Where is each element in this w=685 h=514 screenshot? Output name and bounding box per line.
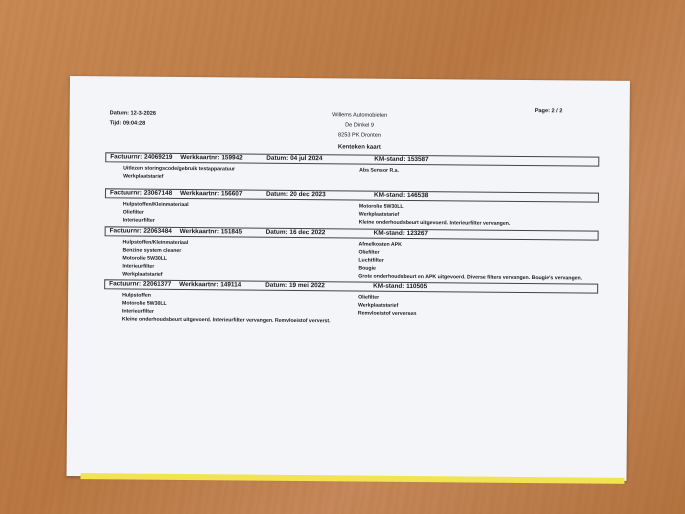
odometer: KM-stand: 110505 [373, 282, 428, 291]
invoice-number: Factuurnr: 24069219 [110, 153, 173, 161]
work-line: Uitlezen storingscode/gebruik testapparatuur [123, 165, 236, 173]
work-line: Bougie [358, 265, 376, 272]
work-line: Interieurfilter [121, 308, 154, 315]
work-line: Luchtfilter [358, 257, 384, 264]
invoice-date: Datum: 20 dec 2023 [265, 190, 326, 199]
work-line: Motorolie 5W30LL [122, 255, 168, 262]
invoice-number: Factuurnr: 22061377 [109, 280, 172, 288]
work-line: Oliefilter [122, 209, 144, 216]
invoice-date: Datum: 04 jul 2024 [266, 154, 323, 163]
work-line: Grote onderhoudsbeurt en APK uitgevoerd. Diverse filters vervangen. Bougie's vervangen. [358, 273, 583, 282]
work-line: Motorolie 5W30LL [121, 300, 167, 307]
workcard-number: Werkkaartnr: 151845 [179, 227, 243, 236]
work-line: Werkplaatstarief [123, 173, 164, 180]
work-line: Oliefilter [358, 294, 380, 301]
work-line: Interieurfilter [122, 263, 155, 270]
document-title: Kenteken kaart [337, 144, 381, 151]
odometer: KM-stand: 123267 [373, 229, 429, 238]
work-line: Hulpstoffen [122, 292, 151, 299]
work-line: Werkplaatstarief [357, 302, 399, 309]
page-number: Page: 2 / 2 [534, 108, 563, 115]
work-line: Werkplaatstarief [358, 211, 400, 218]
print-date: Datum: 12-3-2026 [109, 110, 157, 117]
work-line: Oliefilter [358, 249, 380, 256]
invoice-date: Datum: 16 dec 2022 [265, 228, 326, 237]
work-line: Kleine onderhoudsbeurt uitgevoerd. Interieurfilter vervangen. Remvloeistof ververst. [121, 316, 331, 325]
invoice-number: Factuurnr: 23067148 [109, 189, 173, 197]
invoice-header [105, 188, 599, 202]
work-line: Werkplaatstarief [122, 271, 163, 278]
invoice-header [105, 152, 599, 166]
company-city: 8253 PK Dronten [337, 132, 381, 139]
company-name: Willems Automobielen [332, 112, 388, 119]
work-line: Kleine onderhoudsbeurt uitgevoerd. Interieurfilter vervangen. [358, 219, 511, 227]
work-line: Remvloeistof verversen [357, 310, 417, 318]
work-line: Benzine system cleaner [122, 247, 182, 254]
invoice-header [104, 279, 598, 293]
yellow-edge-strip [80, 473, 624, 484]
invoice-date: Datum: 19 mei 2022 [265, 281, 325, 290]
work-line: Hulpstoffen/Kleinmateriaal [122, 239, 189, 247]
workcard-number: Werkkaartnr: 159942 [180, 153, 243, 162]
odometer: KM-stand: 153587 [374, 155, 429, 164]
work-line: Afmelkosten APK [358, 241, 402, 248]
odometer: KM-stand: 146538 [373, 191, 429, 200]
work-line: Hulpstoffen/Kleinmateriaal [122, 201, 189, 209]
printed-sheet [67, 76, 630, 481]
company-street: De Dinkel 9 [345, 122, 375, 129]
invoice-header [105, 226, 599, 240]
workcard-number: Werkkaartnr: 156607 [179, 189, 243, 198]
work-line: Motorolie 5W30LL [358, 203, 404, 210]
invoice-number: Factuurnr: 22063484 [109, 227, 172, 235]
print-time: Tijd: 09:04:28 [109, 120, 146, 127]
work-line: Abs Sensor R.a. [359, 167, 400, 174]
workcard-number: Werkkaartnr: 149114 [179, 280, 242, 289]
work-line: Interieurfilter [122, 217, 155, 224]
